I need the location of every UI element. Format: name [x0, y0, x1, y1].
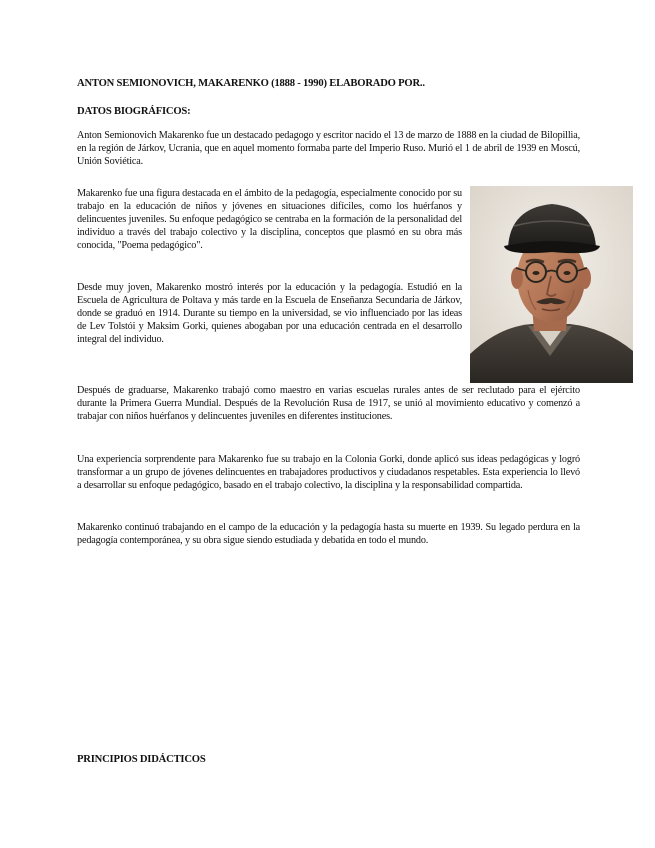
document-title: ANTON SEMIONOVICH, MAKARENKO (1888 - 1990) ELABORADO POR..: [77, 78, 425, 89]
section-heading-principles: PRINCIPIOS DIDÁCTICOS: [77, 754, 206, 765]
paragraph-birth: Anton Semionovich Makarenko fue un destacado pedagogo y escritor nacido el 13 de marzo de 1888 en la ciudad de Bilopillia, en la región de Járkov, Ucrania, que en aquel momento formaba parte del Imperio Ruso. Murió el 1 de abril de 1939 en Moscú, Unión Soviética.: [77, 130, 580, 167]
paragraph-career: Después de graduarse, Makarenko trabajó como maestro en varias escuelas rurales antes de ser reclutado para el ejército durante la Primera Guerra Mundial. Después de la Revolución Rusa de 1917, se unió al movimiento educativo y comenzó a trabajar con niños huérfanos y delincuentes juveniles en diferentes instituciones.: [77, 385, 580, 422]
paragraph-gorki-colony: Una experiencia sorprendente para Makarenko fue su trabajo en la Colonia Gorki, donde aplicó sus ideas pedagógicas y logró transformar a un grupo de jóvenes delincuentes en trabajadores productivos y ciudadanos respetables. Esta experiencia lo llevó a desarrollar su enfoque pedagógico, basado en el trabajo colectivo, la disciplina y la responsabilidad compartida.: [77, 454, 580, 491]
paragraph-legacy: Makarenko continuó trabajando en el campo de la educación y la pedagogía hasta su muerte en 1939. Su legado perdura en la pedagogía contemporánea, y su obra sigue siendo estudiada y debatida en todo el mundo.: [77, 522, 580, 546]
portrait-photo: [470, 186, 633, 383]
section-heading-biography: DATOS BIOGRÁFICOS:: [77, 106, 191, 117]
paragraph-youth: Desde muy joven, Makarenko mostró interés por la educación y la pedagogía. Estudió en la Escuela de Agricultura de Poltava y más tarde en la Escuela de Enseñanza Secundaria de Járkov, donde se graduó en 1914. Durante su tiempo en la universidad, se vio influenciado por las ideas de Lev Tolstói y Maksim Gorki, quienes abogaban por una educación centrada en el desarrollo integral del individuo.: [77, 282, 462, 345]
paragraph-pedagogy: Makarenko fue una figura destacada en el ámbito de la pedagogía, especialmente conocido por su trabajo en la educación de niños y jóvenes en situaciones difíciles, como los huérfanos y delincuentes juveniles. Su enfoque pedagógico se centraba en la formación de la personalidad del individuo a través del trabajo colectivo y la disciplina, conceptos que plasmó en su obra más conocida, "Poema pedagógico".: [77, 188, 462, 251]
